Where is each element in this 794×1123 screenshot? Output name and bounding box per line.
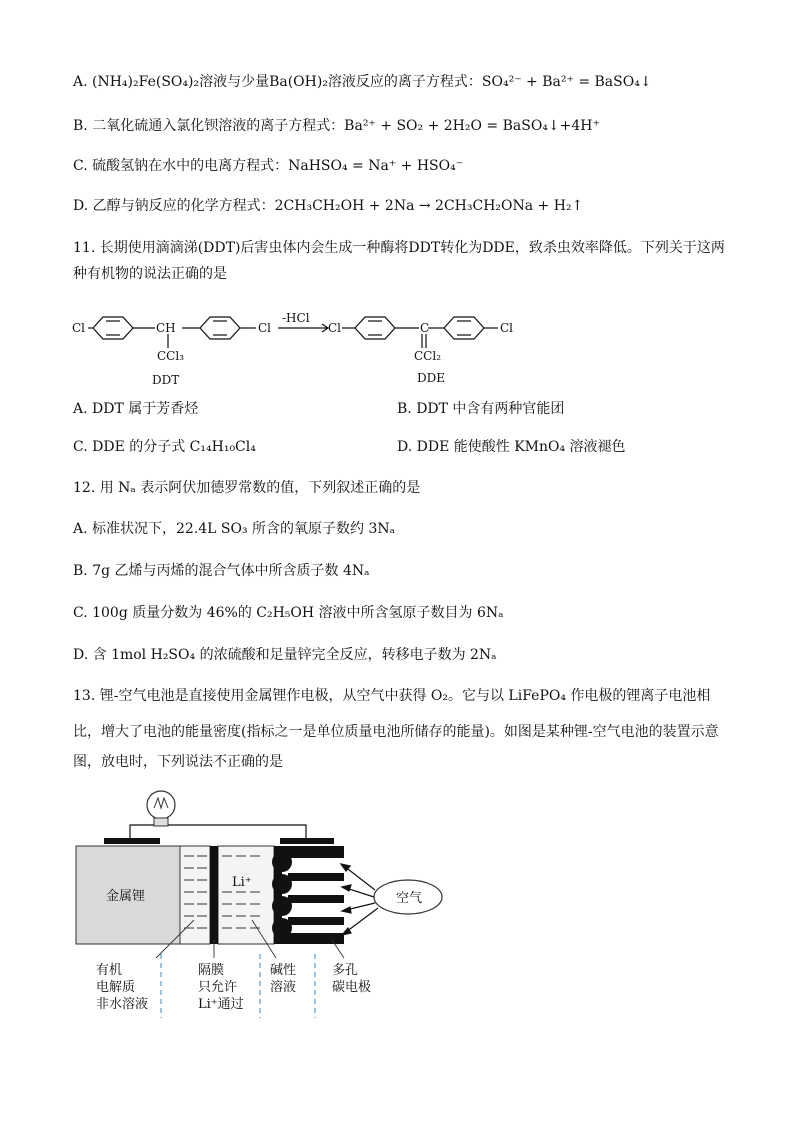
- q11-stem-line1: 11. 长期使用滴滴涕(DDT)后害虫体内会生成一种酶将DDT转化为DDE，致杀虫效率降低。下列关于这两: [73, 240, 725, 256]
- dde-benzene-ring-right: [444, 317, 484, 339]
- q12-stem: 12. 用 Nₐ 表示阿伏加德罗常数的值，下列叙述正确的是: [73, 480, 421, 496]
- ddt-benzene-ring-left: [93, 317, 133, 339]
- ddt-label: DDT: [152, 373, 180, 387]
- ddt-cl-right: Cl: [258, 321, 272, 335]
- positive-terminal: [280, 838, 334, 844]
- ddt-cl-left: Cl: [72, 321, 86, 335]
- electrolyte-label-2: 电解质: [96, 980, 136, 995]
- alkaline-label-2: 溶液: [270, 980, 297, 995]
- metal-lithium-label: 金属锂: [106, 889, 146, 904]
- air-label: 空气: [396, 891, 423, 906]
- q11-option-a: A. DDT 属于芳香烃: [73, 401, 199, 417]
- dde-c: C: [420, 321, 430, 335]
- electrolyte-label-3: 非水溶液: [96, 997, 149, 1012]
- q13-stem-line3: 图，放电时，下列说法不正确的是: [73, 754, 283, 770]
- q10-option-a: A. (NH₄)₂Fe(SO₄)₂溶液与少量Ba(OH)₂溶液反应的离子方程式：SO₄²⁻ + Ba²⁺ = BaSO₄↓: [73, 74, 652, 90]
- membrane-label-2: 只允许: [198, 980, 238, 995]
- arrow-label: -HCl: [282, 311, 310, 325]
- q13-stem-line1: 13. 锂-空气电池是直接使用金属锂作电极，从空气中获得 O₂。它与以 LiFePO₄ 作电极的锂离子电池相: [73, 688, 711, 704]
- separator-membrane: [210, 846, 218, 944]
- q11-option-c: C. DDE 的分子式 C₁₄H₁₀Cl₄: [73, 439, 256, 455]
- membrane-label-3: Li⁺通过: [198, 997, 244, 1012]
- ddt-dde-reaction-figure: [60, 296, 540, 392]
- ddt-ch: CH: [156, 321, 176, 335]
- q12-option-b: B. 7g 乙烯与丙烯的混合气体中所含质子数 4Nₐ: [73, 563, 370, 579]
- q11-option-d: D. DDE 能使酸性 KMnO₄ 溶液褪色: [397, 439, 626, 455]
- q10-option-d: D. 乙醇与钠反应的化学方程式：2CH₃CH₂OH + 2Na → 2CH₃CH₂ONa + H₂↑: [73, 198, 584, 214]
- q12-option-d: D. 含 1mol H₂SO₄ 的浓硫酸和足量锌完全反应，转移电子数为 2Nₐ: [73, 647, 497, 663]
- alkaline-label-1: 碱性: [270, 963, 297, 978]
- lithium-air-battery-figure: [70, 780, 490, 1020]
- q10-option-c: C. 硫酸氢钠在水中的电离方程式：NaHSO₄ = Na⁺ + HSO₄⁻: [73, 158, 464, 174]
- dde-ccl2: CCl₂: [414, 349, 442, 363]
- q12-option-c: C. 100g 质量分数为 46%的 C₂H₅OH 溶液中所含氢原子数目为 6Nₐ: [73, 605, 504, 621]
- q13-stem-line2: 比，增大了电池的能量密度(指标之一是单位质量电池所储存的能量)。如图是某种锂-空气电池的装置示意: [73, 724, 719, 740]
- membrane-label-1: 隔膜: [198, 963, 225, 978]
- dde-cl-left: Cl: [328, 321, 342, 335]
- alkaline-solution-region: [218, 846, 274, 944]
- q10-option-b: B. 二氧化硫通入氯化钡溶液的离子方程式：Ba²⁺ + SO₂ + 2H₂O = BaSO₄↓+4H⁺: [73, 118, 600, 134]
- dde-label: DDE: [417, 371, 446, 385]
- negative-terminal: [104, 838, 160, 844]
- light-bulb-icon: [147, 791, 175, 826]
- carbon-label-1: 多孔: [332, 963, 359, 978]
- q11-option-b: B. DDT 中含有两种官能团: [397, 401, 565, 417]
- porous-carbon-electrode: [272, 846, 344, 944]
- ddt-benzene-ring-right: [200, 317, 240, 339]
- ddt-ccl3: CCl₃: [157, 349, 185, 363]
- dde-cl-right: Cl: [500, 321, 514, 335]
- electrolyte-label-1: 有机: [96, 963, 123, 978]
- dde-benzene-ring-left: [355, 317, 395, 339]
- circuit-wire: [130, 825, 154, 838]
- carbon-label-2: 碳电极: [332, 980, 372, 995]
- li-ion-label: Li⁺: [232, 875, 252, 890]
- q11-stem-line2: 种有机物的说法正确的是: [73, 266, 227, 282]
- q12-option-a: A. 标准状况下，22.4L SO₃ 所含的氧原子数约 3Nₐ: [73, 521, 396, 537]
